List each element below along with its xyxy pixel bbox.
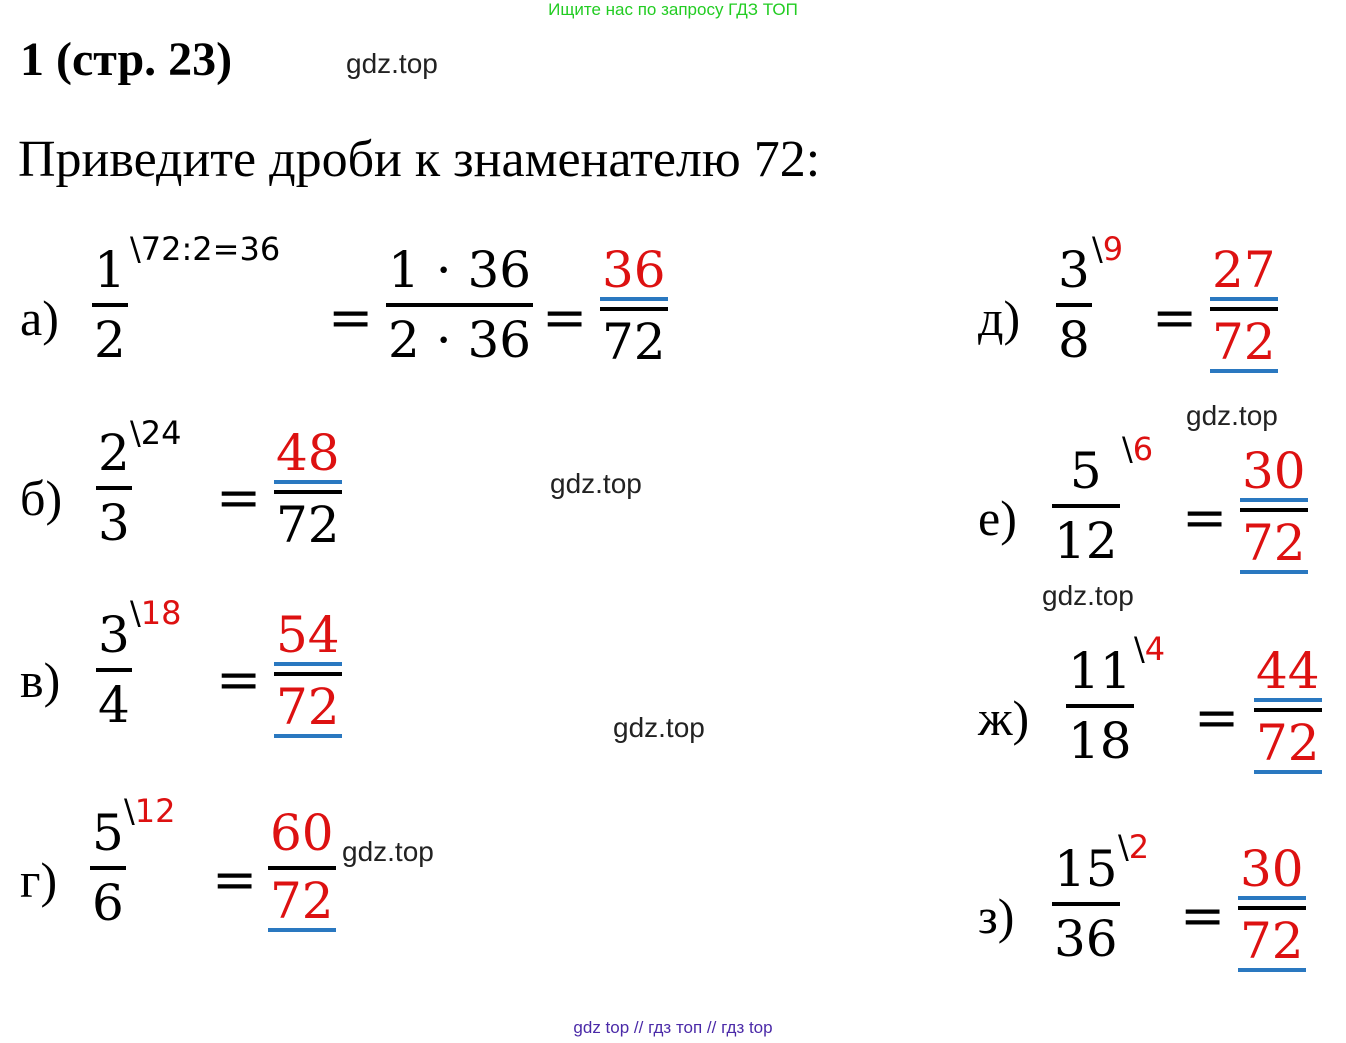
item-v-label: в) [20,652,61,708]
footer: gdz top // гдз топ // гдз top [573,1018,773,1037]
equals-sign: = [212,848,258,911]
fraction-bar [1238,906,1306,910]
item-e-multiplier: \6 [1122,430,1154,468]
item-d-label: д) [978,290,1021,346]
item-b-label: б) [20,470,63,526]
item-zh-answer-denominator: 72 [1256,714,1320,772]
item-b-fraction [96,424,132,552]
item-e-denominator: 12 [1054,512,1118,570]
item-zh-numerator: 11 [1068,642,1132,700]
item-v-answer-numerator: 54 [276,606,340,664]
item-v-fraction [96,606,132,734]
item-b-multiplier: \24 [130,414,182,452]
fraction-bar [600,307,668,311]
watermark: gdz.top [613,712,705,743]
item-b-answer-denominator: 72 [276,496,340,554]
fraction-bar [92,303,128,307]
fraction-bar [274,490,342,494]
item-e-answer-denominator: 72 [1242,514,1306,572]
item-v-multiplier: \18 [130,594,182,632]
item-a-fraction [92,241,128,369]
item-v-denominator: 4 [98,676,130,734]
watermark: gdz.top [346,48,438,79]
item-b-answer-numerator: 48 [276,424,340,482]
equals-sign: = [216,466,262,529]
item-g-numerator: 5 [92,804,124,862]
fraction-bar [1240,508,1308,512]
fraction-bar [1254,708,1322,712]
item-b-numerator: 2 [98,424,130,482]
item-a-denominator: 2 [94,311,126,369]
task-text: Приведите дроби к знаменателю 72: [18,131,821,188]
fraction-bar [90,866,126,870]
item-a-numerator: 1 [94,241,126,299]
item-z-fraction [1052,840,1120,968]
watermark: gdz.top [550,468,642,499]
item-e-answer [1240,442,1308,574]
item-d-multiplier: \9 [1092,230,1124,268]
fraction-bar [96,486,132,490]
item-a-label: а) [20,290,59,346]
item-z-label: з) [978,888,1015,944]
fraction-bar [1210,307,1278,311]
fraction-bar [386,303,533,307]
item-b-answer [274,424,342,554]
fraction-bar [1052,504,1120,508]
item-zh-fraction [1066,642,1134,770]
equals-sign: = [216,648,262,711]
item-g-answer-numerator: 60 [270,804,334,862]
fraction-bar [1056,303,1092,307]
item-g-label: г) [20,852,58,908]
equals-sign: = [1152,286,1198,349]
item-d-answer-numerator: 27 [1212,241,1276,299]
equals-sign: = [1182,486,1228,549]
item-z-denominator: 36 [1054,910,1118,968]
item-d-answer-denominator: 72 [1212,313,1276,371]
item-a-answer [600,241,668,371]
item-a-middle-numerator: 1 · 36 [388,241,532,299]
equals-sign: = [1180,884,1226,947]
item-a-answer-numerator: 36 [602,241,666,299]
item-v-numerator: 3 [98,606,130,664]
equals-sign: = [1194,686,1240,749]
item-zh-answer [1254,642,1322,774]
watermark: gdz.top [1042,580,1134,611]
item-d-fraction [1056,241,1092,369]
item-g-fraction [90,804,126,932]
item-z-answer-denominator: 72 [1240,912,1304,970]
equals-sign: = [328,286,374,349]
item-z-answer-numerator: 30 [1240,840,1304,898]
fraction-bar [96,668,132,672]
item-d-answer [1210,241,1278,373]
item-z-multiplier: \2 [1118,828,1150,866]
item-z-answer [1238,840,1306,972]
item-e-numerator: 5 [1069,442,1102,500]
item-g-denominator: 6 [92,874,124,932]
fraction-bar [268,866,336,870]
top-banner: Ищите нас по запросу ГДЗ ТОП [548,0,798,19]
item-a-middle-fraction [386,241,533,369]
fraction-bar [1066,704,1134,708]
item-zh-label: ж) [978,690,1030,746]
item-g-multiplier: \12 [124,792,176,830]
item-e-answer-numerator: 30 [1242,442,1306,500]
item-a-middle-denominator: 2 · 36 [388,311,532,369]
item-d-numerator: 3 [1058,241,1090,299]
item-e-fraction [1052,442,1120,570]
item-a-answer-denominator: 72 [602,313,666,371]
item-zh-multiplier: \4 [1134,630,1166,668]
item-g-answer-denominator: 72 [270,872,334,930]
item-v-answer-denominator: 72 [276,678,340,736]
item-a-multiplier: \72:2=36 [130,230,281,268]
item-g-answer [268,804,336,932]
watermark: gdz.top [342,836,434,867]
item-zh-answer-numerator: 44 [1256,642,1320,700]
page-title: 1 (стр. 23) [20,33,233,86]
fraction-bar [274,672,342,676]
item-zh-denominator: 18 [1068,712,1132,770]
item-z-numerator: 15 [1054,840,1118,898]
equals-sign: = [542,286,588,349]
item-d-denominator: 8 [1058,311,1090,369]
item-v-answer [274,606,342,738]
item-b-denominator: 3 [98,494,130,552]
fraction-bar [1052,902,1120,906]
item-e-label: е) [978,490,1017,546]
watermark: gdz.top [1186,400,1278,431]
